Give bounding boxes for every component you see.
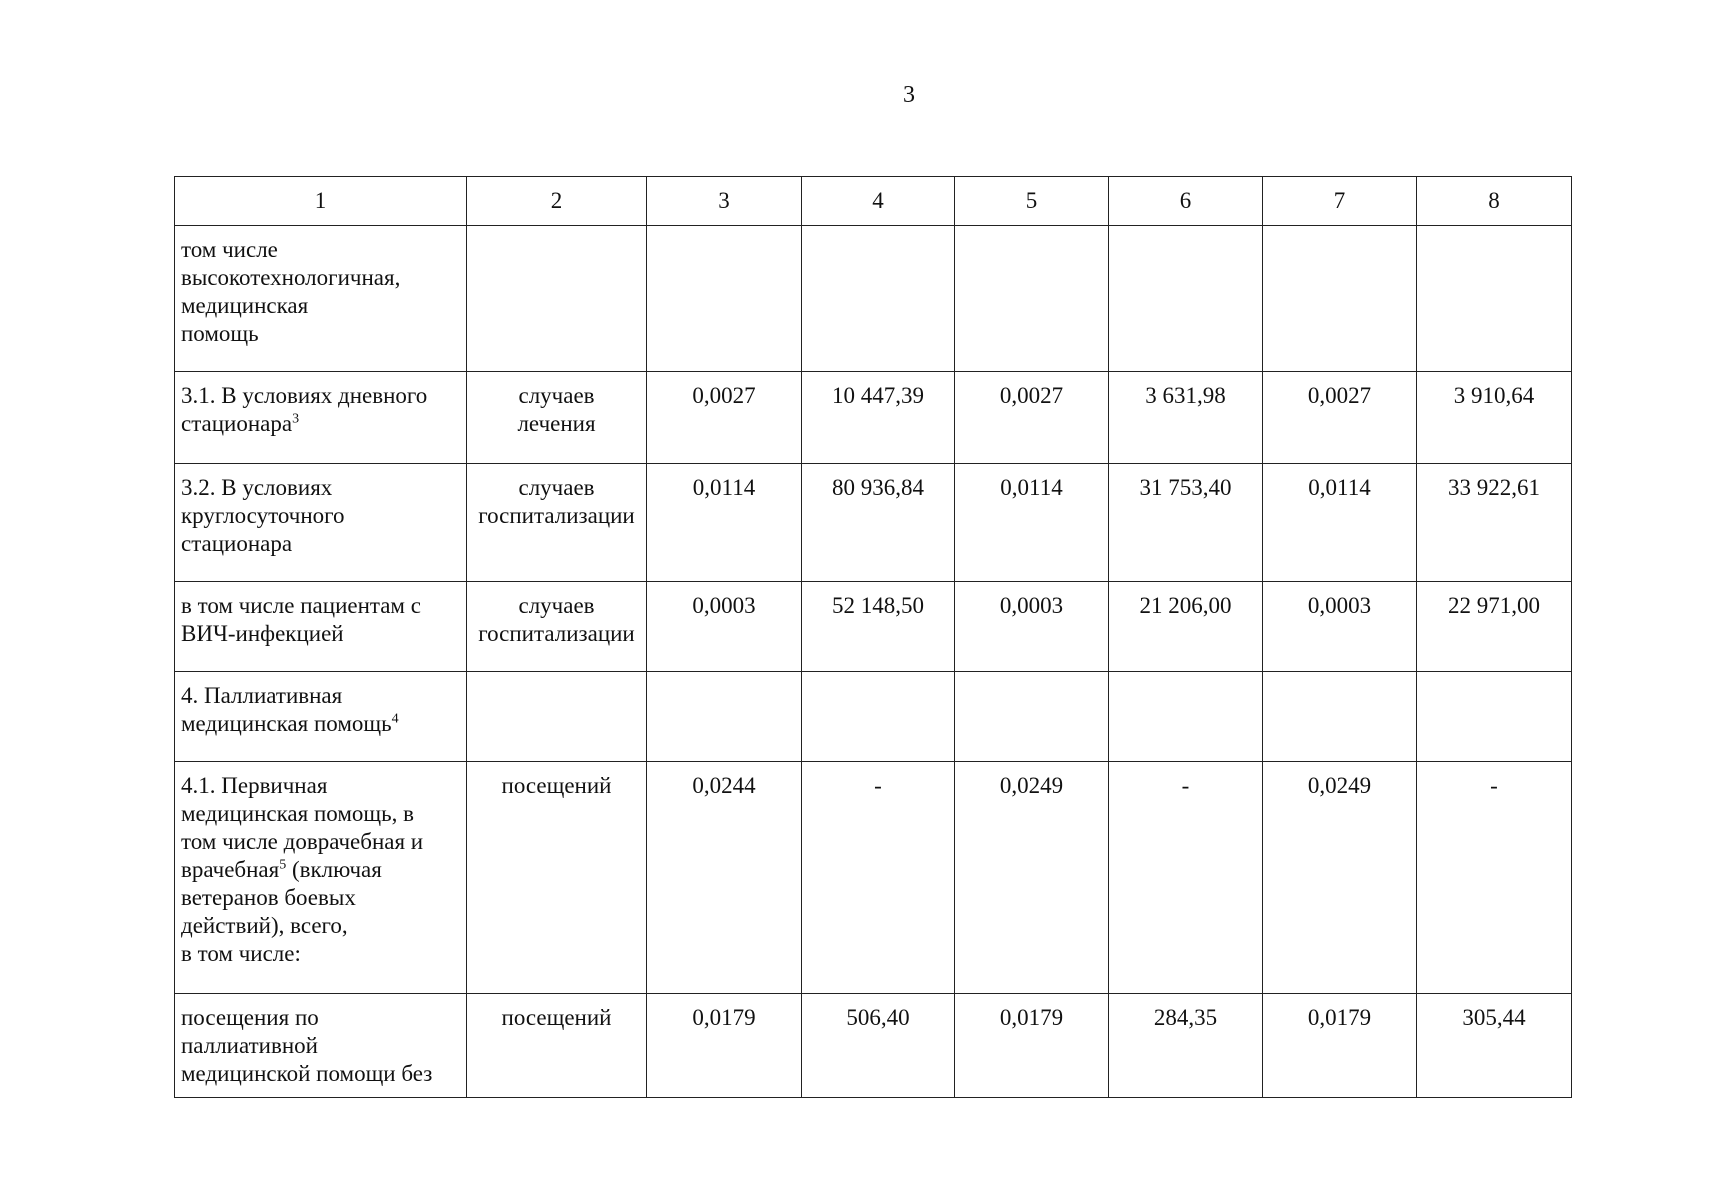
row-name-line: действий), всего,	[181, 913, 348, 938]
row-name-line: том числе доврачебная и	[181, 829, 424, 854]
unit-cell	[467, 762, 647, 994]
row-name-cell	[175, 226, 467, 372]
column-header: 3	[647, 177, 802, 226]
unit-line: случаев	[518, 593, 595, 618]
value-cell	[955, 226, 1109, 372]
value-cell: 33 922,61	[1417, 464, 1572, 582]
value-cell: -	[1109, 762, 1263, 994]
column-header: 4	[802, 177, 955, 226]
column-header: 8	[1417, 177, 1572, 226]
value-cell: 0,0003	[647, 582, 802, 672]
row-name-line: медицинская	[181, 293, 309, 318]
row-name-line	[181, 856, 460, 884]
row-name-line: ВИЧ-инфекцией	[181, 621, 344, 646]
row-name-line: 4. Паллиативная	[181, 683, 343, 708]
row-name-line: стационара	[181, 531, 293, 556]
row-name-line: 3.2. В условиях	[181, 475, 333, 500]
value-cell: 0,0179	[1263, 994, 1417, 1098]
table-row	[175, 372, 1572, 464]
column-header: 1	[175, 177, 467, 226]
unit-cell	[467, 672, 647, 762]
row-name-line: 3.1. В условиях дневного	[181, 383, 428, 408]
value-cell	[1417, 672, 1572, 762]
value-cell: 0,0003	[1263, 582, 1417, 672]
value-cell: 0,0114	[1263, 464, 1417, 582]
value-cell: 52 148,50	[802, 582, 955, 672]
data-table	[174, 176, 1572, 1098]
value-cell: 0,0003	[955, 582, 1109, 672]
value-cell	[1417, 226, 1572, 372]
row-name-line	[181, 410, 460, 438]
unit-cell	[467, 582, 647, 672]
value-cell: 10 447,39	[802, 372, 955, 464]
value-cell: 0,0249	[955, 762, 1109, 994]
row-name-line: медицинской помощи без	[181, 1061, 433, 1086]
row-name-text: (включая	[291, 857, 382, 882]
value-cell: 0,0249	[1263, 762, 1417, 994]
value-cell: 21 206,00	[1109, 582, 1263, 672]
table-row	[175, 226, 1572, 372]
value-cell: 0,0114	[955, 464, 1109, 582]
value-cell: 22 971,00	[1417, 582, 1572, 672]
unit-line: госпитализации	[478, 503, 635, 528]
value-cell	[802, 226, 955, 372]
table-header-row	[175, 177, 1572, 226]
unit-line: посещений	[501, 1005, 612, 1030]
row-name-line: 4.1. Первичная	[181, 773, 328, 798]
table-row	[175, 994, 1572, 1098]
value-cell	[802, 672, 955, 762]
value-cell: 31 753,40	[1109, 464, 1263, 582]
column-header: 7	[1263, 177, 1417, 226]
row-name-cell	[175, 582, 467, 672]
row-name-line: помощь	[181, 321, 259, 346]
footnote-marker: 3	[292, 411, 300, 427]
value-cell	[1109, 226, 1263, 372]
value-cell: 0,0244	[647, 762, 802, 994]
row-name-cell	[175, 994, 467, 1098]
value-cell	[1109, 672, 1263, 762]
value-cell: -	[802, 762, 955, 994]
footnote-marker: 4	[391, 711, 399, 727]
value-cell: -	[1417, 762, 1572, 994]
column-header: 2	[467, 177, 647, 226]
row-name-cell	[175, 762, 467, 994]
value-cell: 0,0114	[647, 464, 802, 582]
table-row	[175, 762, 1572, 994]
value-cell: 0,0027	[1263, 372, 1417, 464]
unit-line: лечения	[517, 411, 596, 436]
row-name-line: ветеранов боевых	[181, 885, 356, 910]
row-name-line: в том числе пациентам с	[181, 593, 421, 618]
unit-cell	[467, 372, 647, 464]
row-name-text: врачебная	[181, 857, 280, 882]
table-row	[175, 464, 1572, 582]
value-cell: 3 910,64	[1417, 372, 1572, 464]
row-name-text: медицинская помощь	[181, 711, 392, 736]
row-name-line: посещения по	[181, 1005, 319, 1030]
row-name-cell	[175, 372, 467, 464]
row-name-line: в том числе:	[181, 941, 301, 966]
value-cell	[1263, 672, 1417, 762]
value-cell	[647, 226, 802, 372]
value-cell: 80 936,84	[802, 464, 955, 582]
row-name-cell	[175, 672, 467, 762]
row-name-line	[181, 710, 460, 738]
row-name-text: стационара	[181, 411, 293, 436]
unit-cell	[467, 464, 647, 582]
table-row	[175, 672, 1572, 762]
value-cell: 0,0179	[955, 994, 1109, 1098]
row-name-line: круглосуточного	[181, 503, 345, 528]
unit-line: случаев	[518, 475, 595, 500]
value-cell: 0,0027	[647, 372, 802, 464]
unit-cell	[467, 226, 647, 372]
column-header: 5	[955, 177, 1109, 226]
unit-line: случаев	[518, 383, 595, 408]
column-header: 6	[1109, 177, 1263, 226]
table-row	[175, 582, 1572, 672]
unit-cell	[467, 994, 647, 1098]
value-cell	[647, 672, 802, 762]
row-name-line: медицинская помощь, в	[181, 801, 414, 826]
unit-line: посещений	[501, 773, 612, 798]
value-cell: 506,40	[802, 994, 955, 1098]
row-name-cell	[175, 464, 467, 582]
row-name-line: высокотехнологичная,	[181, 265, 401, 290]
value-cell: 284,35	[1109, 994, 1263, 1098]
value-cell: 0,0179	[647, 994, 802, 1098]
row-name-line: паллиативной	[181, 1033, 318, 1058]
value-cell	[1263, 226, 1417, 372]
footnote-marker: 5	[279, 857, 287, 873]
value-cell: 0,0027	[955, 372, 1109, 464]
value-cell: 3 631,98	[1109, 372, 1263, 464]
row-name-line: том числе	[181, 237, 278, 262]
page-number: 3	[903, 82, 915, 108]
unit-line: госпитализации	[478, 621, 635, 646]
value-cell	[955, 672, 1109, 762]
value-cell: 305,44	[1417, 994, 1572, 1098]
